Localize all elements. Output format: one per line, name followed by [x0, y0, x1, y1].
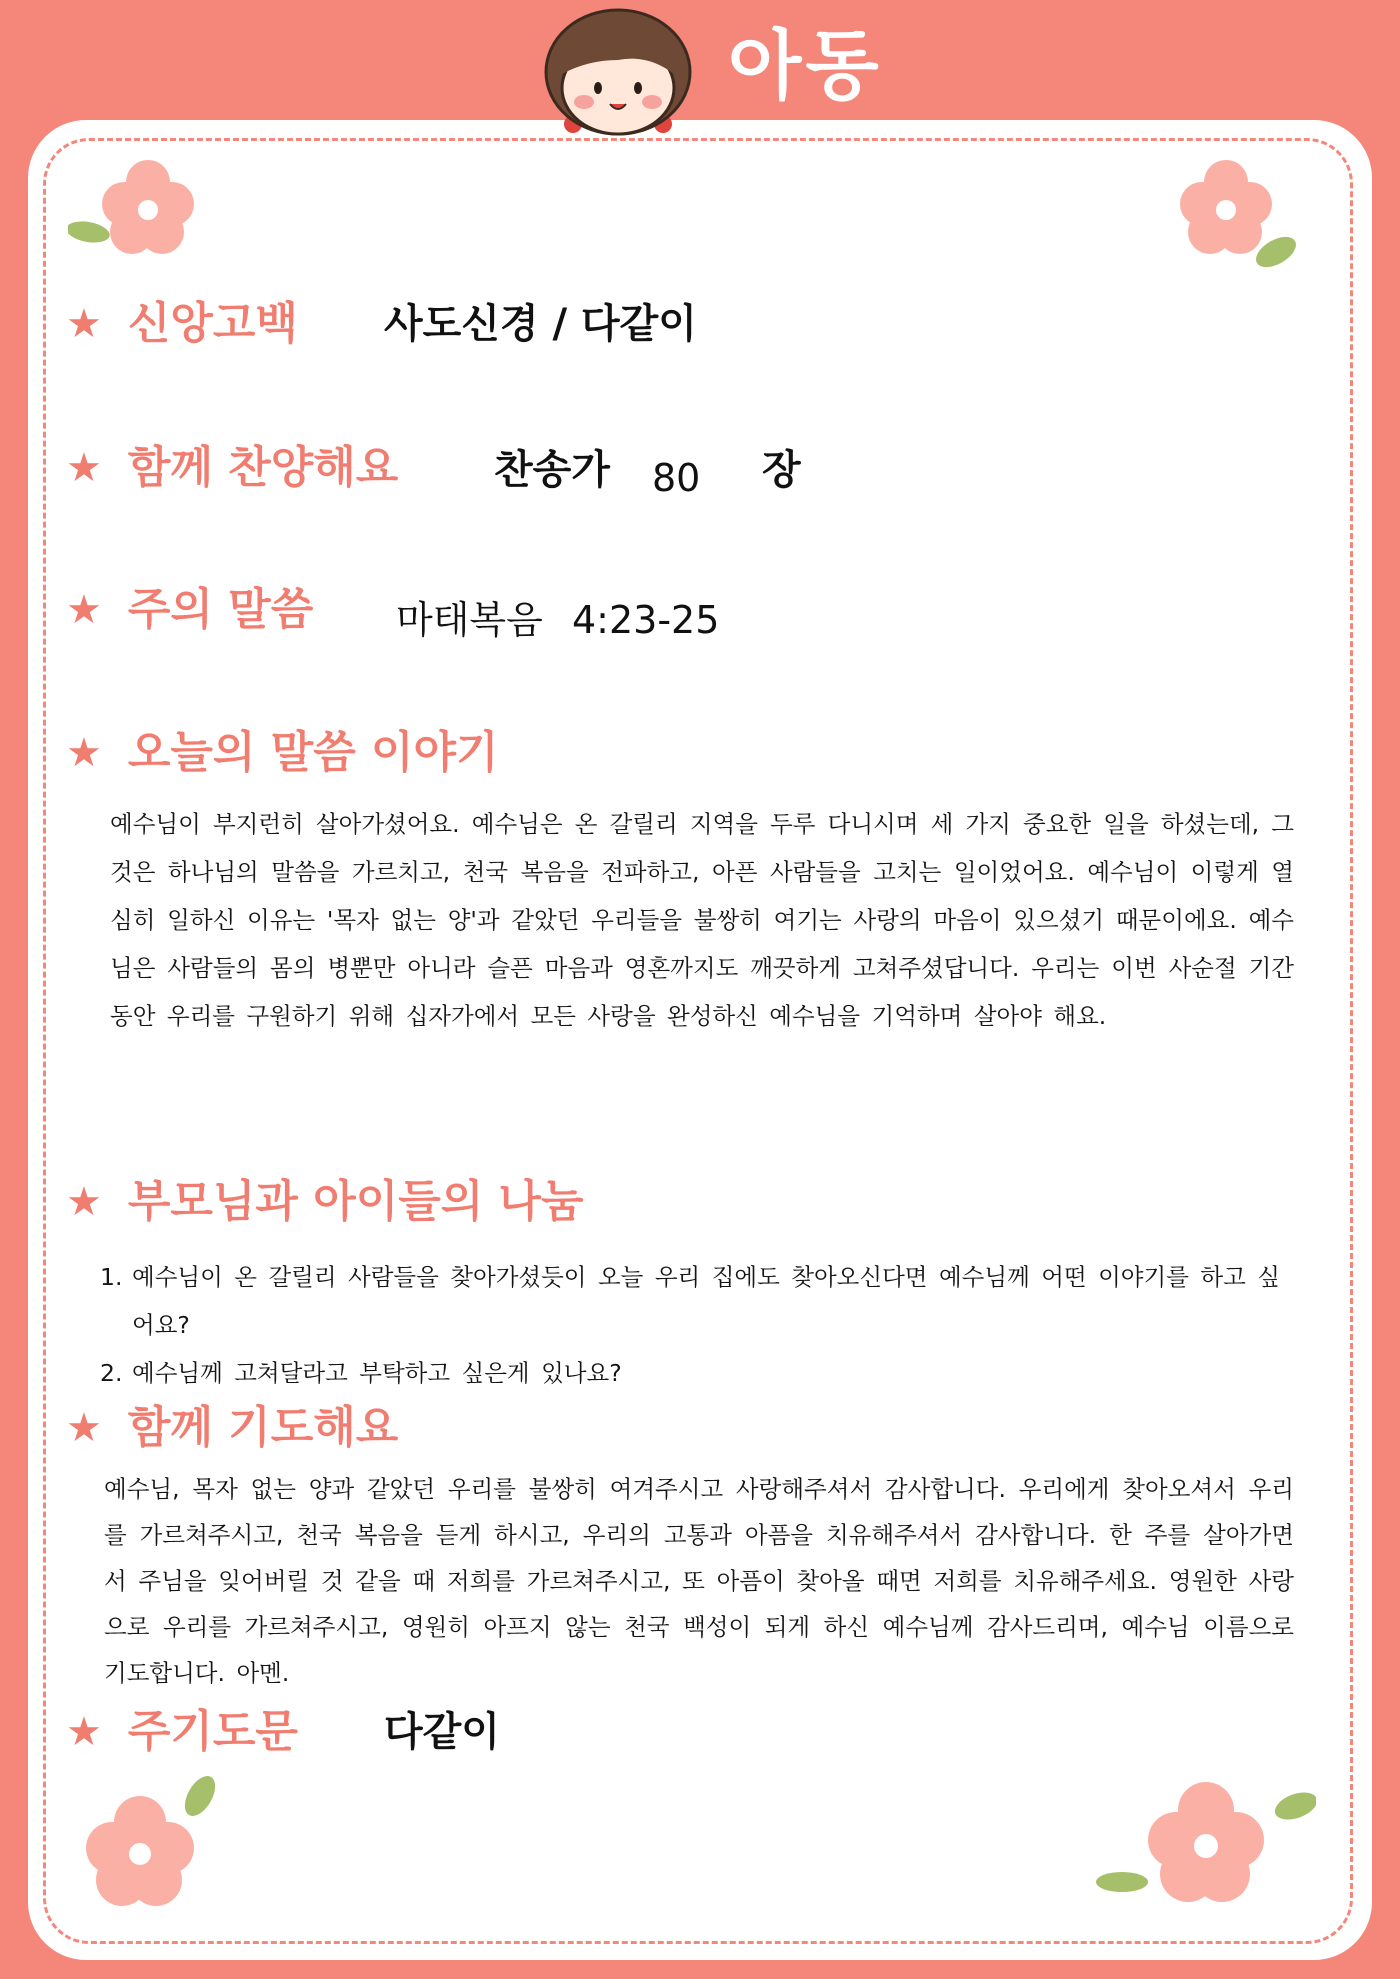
heading-lords-prayer: [66, 1702, 298, 1762]
header: [0, 0, 1400, 135]
girl-mascot-icon: [528, 4, 708, 144]
flower-icon: [1166, 152, 1296, 272]
star-icon: ★: [66, 301, 102, 347]
list-item-number: 2.: [100, 1359, 123, 1387]
heading-creed-label: 신앙고백: [127, 298, 298, 349]
story-text: 예수님이 부지런히 살아가셨어요. 예수님은 온 갈릴리 지역을 두루 다니시며 세 가지 중요한 일을 하셨는데, 그것은 하나님의 말씀을 가르치고, 천국 복음을 전파하고, 아픈 사람들을 고치는 일이었어요. 예수님이 이렇게 열심히 일하신 이유는 '목자 없는 양'과 같았던 우리들을 불쌍히 여기는 사랑의 마음이 있으셨기 때문이에요. 예수님은 사람들의 몸의 병뿐만 아니라 슬픈 마음과 영혼까지도 깨끗하게 고쳐주셨답니다. 우리는 이번 사순절 기간 동안 우리를 구원하기 위해 십자가에서 모든 사랑을 완성하신 예수님을 기억하며 살아야 해요.: [110, 810, 1294, 1030]
flower-icon: [68, 152, 198, 262]
hymnal-label: 찬송가: [494, 447, 610, 493]
hymn-number: 80: [652, 456, 701, 500]
prayer-text: 예수님, 목자 없는 양과 같았던 우리를 불쌍히 여겨주시고 사랑해주셔서 감사합니다. 우리에게 찾아오셔서 우리를 가르쳐주시고, 천국 복음을 듣게 하시고, 우리의 고통과 아픔을 치유해주셔서 감사합니다. 한 주를 살아가면서 주님을 잊어버릴 것 같을 때 저희를 가르쳐주시고, 또 아픔이 찾아올 때면 저희를 치유해주세요. 영원한 사랑으로 우리를 가르쳐주시고, 영원히 아프지 않는 천국 백성이 되게 하신 예수님께 감사드리며, 예수님 이름으로 기도합니다. 아멘.: [104, 1475, 1294, 1687]
heading-lords-prayer-label: 주기도문: [127, 1706, 298, 1757]
heading-story-label: 오늘의 말씀 이야기: [127, 727, 499, 778]
heading-sharing-label: 부모님과 아이들의 나눔: [127, 1176, 584, 1227]
app-title: 아동: [728, 21, 883, 110]
star-icon: ★: [66, 1179, 102, 1225]
star-icon: ★: [66, 1405, 102, 1451]
star-icon: ★: [66, 587, 102, 633]
heading-sharing: [66, 1172, 584, 1232]
star-icon: ★: [66, 445, 102, 491]
heading-prayer-label: 함께 기도해요: [127, 1402, 399, 1453]
heading-praise-label: 함께 찬양해요: [127, 442, 399, 493]
lords-prayer-value: 다같이: [384, 1709, 500, 1755]
list-item: [100, 1253, 1300, 1349]
heading-praise: [66, 438, 398, 498]
heading-creed: [66, 294, 298, 354]
flower-icon: [1096, 1770, 1316, 1920]
sharing-list: [100, 1253, 1300, 1397]
heading-prayer: [66, 1398, 398, 1458]
star-icon: ★: [66, 730, 102, 776]
flower-icon: [80, 1772, 230, 1912]
list-item: [100, 1349, 1300, 1397]
heading-scripture: [66, 580, 313, 640]
list-item-number: 1.: [100, 1263, 123, 1291]
creed-value: 사도신경 / 다같이: [384, 301, 697, 347]
scripture-book: 마태복음: [396, 598, 543, 642]
list-item-text: 예수님이 온 갈릴리 사람들을 찾아가셨듯이 오늘 우리 집에도 찾아오신다면 예수님께 어떤 이야기를 하고 싶어요?: [132, 1263, 1280, 1339]
hymn-unit: 장: [762, 447, 801, 493]
scripture-verses: 4:23-25: [572, 598, 720, 642]
list-item-text: 예수님께 고쳐달라고 부탁하고 싶은게 있나요?: [132, 1359, 622, 1387]
heading-scripture-label: 주의 말씀: [127, 584, 314, 635]
heading-story: [66, 723, 499, 783]
star-icon: ★: [66, 1709, 102, 1755]
